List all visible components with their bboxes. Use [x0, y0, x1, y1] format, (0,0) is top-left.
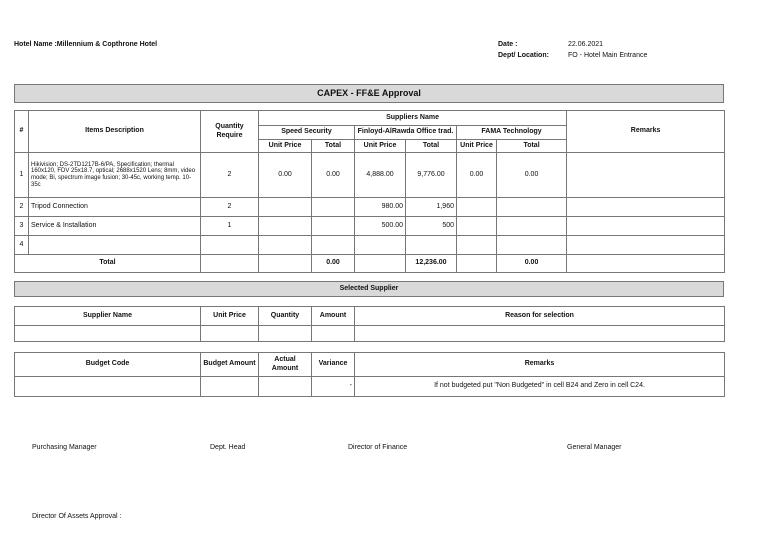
col-num-header: #	[15, 111, 29, 153]
date-label: Date :	[498, 41, 518, 48]
table-row	[15, 236, 725, 255]
s1-total	[312, 217, 355, 236]
supplier-3-name: FAMA Technology	[457, 126, 567, 140]
row-num: 2	[15, 198, 29, 217]
signature-director-assets: Director Of Assets Approval :	[32, 513, 122, 520]
s3-total	[497, 198, 567, 217]
selected-unit-price-header: Unit Price	[201, 307, 259, 326]
col-qty-header: Quantity Require	[201, 111, 259, 153]
supplier-2-name: Finloyd-AlRawda Office trad.	[355, 126, 457, 140]
item-description: Service & Installation	[29, 217, 201, 236]
row-num: 3	[15, 217, 29, 236]
row-num: 1	[15, 153, 29, 198]
s1-unit-price: 0.00	[259, 153, 312, 198]
s3-total	[497, 236, 567, 255]
item-remarks	[567, 236, 725, 255]
selected-supplier-table	[14, 306, 725, 342]
s3-total: 0.00	[497, 153, 567, 198]
item-description: Hikivision; DS-2TD1217B-6/PA, Specification; thermal 160x120, FDV 25x18.7, optical; 2688x1520 Lens; 8mm, video mode; Bi, spectrum image fusion; 30-45c, working temp. 10-35c	[29, 153, 201, 198]
suppliers-header: Suppliers Name	[259, 111, 567, 126]
supplier-1-name: Speed Security	[259, 126, 355, 140]
item-qty: 1	[201, 217, 259, 236]
s2-total: 500	[406, 217, 457, 236]
budget-remarks-value: If not budgeted put "Non Budgeted" in cell B24 and Zero in cell C24.	[355, 377, 725, 397]
selected-supplier-title: Selected Supplier	[14, 281, 724, 297]
actual-amount-header: Actual Amount	[259, 353, 312, 377]
variance-header: Variance	[312, 353, 355, 377]
budget-code-header: Budget Code	[15, 353, 201, 377]
s2-unit-price: 500.00	[355, 217, 406, 236]
col-remarks-header: Remarks	[567, 111, 725, 153]
selected-supplier-name-header: Supplier Name	[15, 307, 201, 326]
s1-unit-price	[259, 236, 312, 255]
s1-total-header: Total	[312, 140, 355, 153]
item-description: Tripod Connection	[29, 198, 201, 217]
signature-director-finance: Director of Finance	[348, 444, 408, 451]
s1-total: 0.00	[312, 153, 355, 198]
selected-amount-header: Amount	[312, 307, 355, 326]
s1-grand-total: 0.00	[312, 255, 355, 273]
s2-unit-price: 980.00	[355, 198, 406, 217]
total-row	[15, 255, 725, 273]
item-description	[29, 236, 201, 255]
row-num: 4	[15, 236, 29, 255]
budget-amount-header: Budget Amount	[201, 353, 259, 377]
items-table	[14, 110, 725, 273]
table-row	[15, 217, 725, 236]
variance-value: -	[312, 377, 355, 397]
s3-unit-price	[457, 217, 497, 236]
item-remarks	[567, 198, 725, 217]
s3-unit-price: 0.00	[457, 153, 497, 198]
hotel-name-label: Hotel Name :Millennium & Copthrone Hotel	[14, 41, 158, 48]
s2-total: 1,960	[406, 198, 457, 217]
s2-unit-price	[355, 236, 406, 255]
s1-unit-price-header: Unit Price	[259, 140, 312, 153]
s2-grand-total: 12,236.00	[406, 255, 457, 273]
total-label: Total	[15, 255, 201, 273]
s1-total	[312, 198, 355, 217]
item-qty: 2	[201, 153, 259, 198]
selected-quantity-header: Quantity	[259, 307, 312, 326]
budget-table	[14, 352, 725, 397]
s2-total: 9,776.00	[406, 153, 457, 198]
s1-unit-price	[259, 198, 312, 217]
s3-unit-price	[457, 198, 497, 217]
signature-dept-head: Dept. Head	[210, 444, 246, 451]
location-label: Dept/ Location:	[498, 52, 549, 59]
signature-purchasing-manager: Purchasing Manager	[32, 444, 97, 451]
s3-unit-price-header: Unit Price	[457, 140, 497, 153]
item-qty	[201, 236, 259, 255]
col-items-header: Items Description	[29, 111, 201, 153]
table-row	[15, 198, 725, 217]
s1-unit-price	[259, 217, 312, 236]
s3-total	[497, 217, 567, 236]
signature-general-manager: General Manager	[567, 444, 622, 451]
date-value: 22.06.2021	[568, 41, 604, 48]
table-row	[15, 153, 725, 198]
s3-grand-total: 0.00	[497, 255, 567, 273]
reason-header: Reason for selection	[355, 307, 725, 326]
item-remarks	[567, 217, 725, 236]
form-title: CAPEX - FF&E Approval	[14, 84, 724, 103]
s2-total	[406, 236, 457, 255]
table-row	[15, 377, 725, 397]
s2-unit-price-header: Unit Price	[355, 140, 406, 153]
budget-remarks-header: Remarks	[355, 353, 725, 377]
s2-unit-price: 4,888.00	[355, 153, 406, 198]
item-qty: 2	[201, 198, 259, 217]
s1-total	[312, 236, 355, 255]
s3-unit-price	[457, 236, 497, 255]
s2-total-header: Total	[406, 140, 457, 153]
location-value: FO - Hotel Main Entrance	[568, 52, 648, 59]
item-remarks	[567, 153, 725, 198]
s3-total-header: Total	[497, 140, 567, 153]
table-row	[15, 326, 725, 342]
